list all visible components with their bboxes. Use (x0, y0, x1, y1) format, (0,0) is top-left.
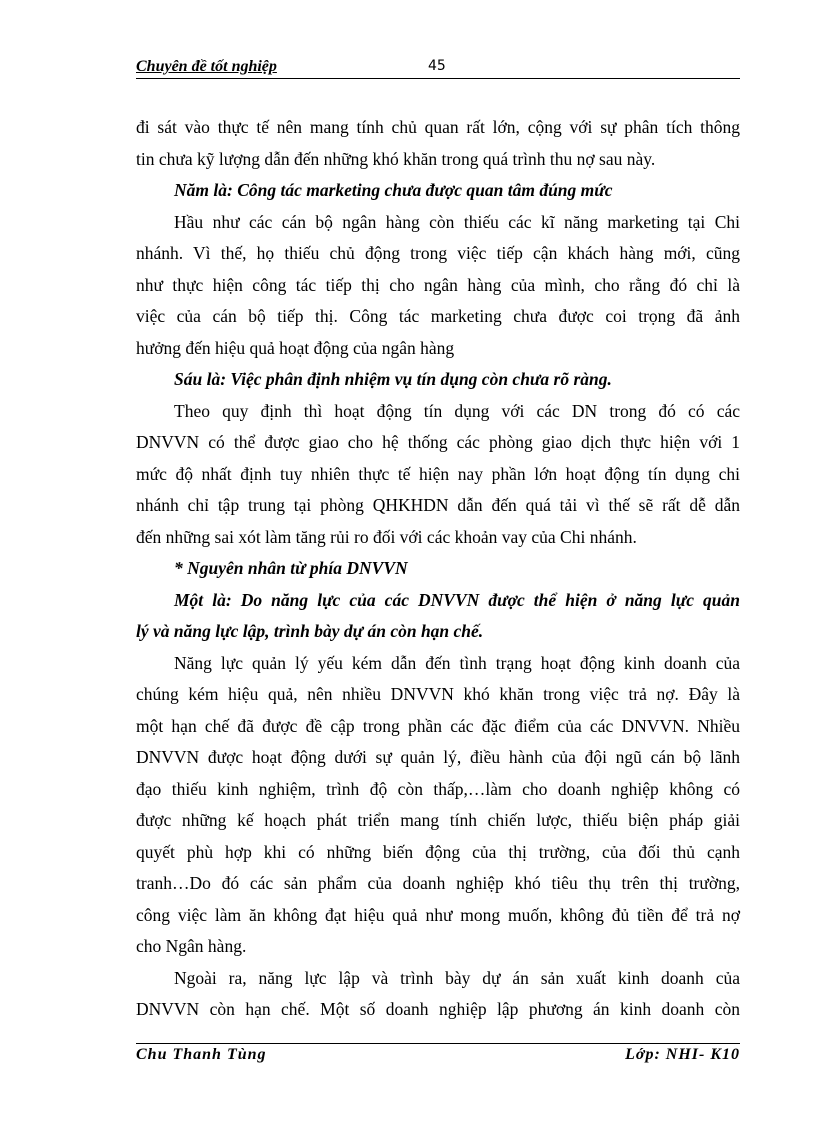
class-label: Lớp: NHI- K10 (625, 1046, 740, 1063)
page-header (136, 56, 740, 79)
text-line: hưởng đến hiệu quả hoạt động của ngân hàng (136, 337, 455, 358)
section-heading: Năm là: Công tác marketing chưa được quan tâm đúng mức (174, 180, 613, 200)
text-line: DNVVN được hoạt động dưới sự quản lý, điều hành của đội ngũ cán bộ lãnh (136, 747, 740, 767)
text-line: Năng lực quản lý yếu kém dẫn đến tình trạng hoạt động kinh doanh của (174, 652, 740, 673)
text-line: tranh…Do đó các sản phẩm của doanh nghiệp khó tiêu thụ trên thị trường, (136, 873, 740, 893)
text-line: Hầu như các cán bộ ngân hàng còn thiếu các kĩ năng marketing tại Chi (174, 211, 740, 232)
text-line: quyết phù hợp khi có những biến động của thị trường, của đối thủ cạnh (136, 841, 740, 862)
text-line: một hạn chế đã được đề cập trong phần các đặc điểm của các DNVVN. Nhiều (136, 715, 740, 736)
text-line: tin chưa kỹ lượng dẫn đến những khó khăn trong quá trình thu nợ sau này. (136, 148, 656, 169)
section-heading: Một là: Do năng lực của các DNVVN được thể hiện ở năng lực quản (174, 589, 740, 610)
text-line: DNVVN còn hạn chế. Một số doanh nghiệp lập phương án kinh doanh còn (136, 999, 740, 1019)
text-line: được những kế hoạch phát triển mang tính chiến lược, thiếu biện pháp giải (136, 810, 740, 830)
document-title: Chuyên đề tốt nghiệp (136, 58, 277, 75)
body-text (136, 112, 740, 1026)
section-heading: lý và năng lực lập, trình bày dự án còn hạn chế. (136, 621, 484, 641)
text-line: đến những sai xót làm tăng rủi ro đối với các khoản vay của Chi nhánh. (136, 526, 637, 547)
page-footer (136, 1043, 740, 1068)
text-line: như thực hiện công tác tiếp thị cho ngân hàng của mình, cho rằng đó chỉ là (136, 274, 740, 295)
text-line: chúng kém hiệu quả, nên nhiều DNVVN khó khăn trong việc trả nợ. Đây là (136, 684, 740, 704)
text-line: công việc làm ăn không đạt hiệu quả như mong muốn, không đủ tiền để trả nợ (136, 904, 740, 925)
author-name: Chu Thanh Tùng (136, 1046, 267, 1063)
text-line: nhánh chỉ tập trung tại phòng QHKHDN dẫn đến quá tải vì thế sẽ rất dễ dẫn (136, 495, 740, 515)
text-line: DNVVN có thể được giao cho hệ thống các phòng giao dịch thực hiện với 1 (136, 432, 740, 452)
text-line: đi sát vào thực tế nên mang tính chủ quan rất lớn, cộng với sự phân tích thông (136, 117, 740, 137)
page-number: 45 (428, 58, 446, 74)
section-heading: * Nguyên nhân từ phía DNVVN (174, 558, 408, 578)
section-heading: Sáu là: Việc phân định nhiệm vụ tín dụng còn chưa rõ ràng. (174, 369, 612, 389)
text-line: việc của cán bộ tiếp thị. Công tác marketing chưa được coi trọng đã ảnh (136, 306, 740, 326)
text-line: mức độ nhất định tuy nhiên thực tế hiện nay phần lớn hoạt động tín dụng chi (136, 463, 740, 484)
text-line: Theo quy định thì hoạt động tín dụng với các DN trong đó có các (174, 400, 740, 421)
text-line: cho Ngân hàng. (136, 936, 247, 956)
text-line: đạo thiếu kinh nghiệm, trình độ còn thấp,…làm cho doanh nghiệp không có (136, 778, 740, 799)
text-line: Ngoài ra, năng lực lập và trình bày dự án sản xuất kinh doanh của (174, 967, 740, 988)
text-line: nhánh. Vì thế, họ thiếu chủ động trong việc tiếp cận khách hàng mới, cũng (136, 243, 740, 263)
